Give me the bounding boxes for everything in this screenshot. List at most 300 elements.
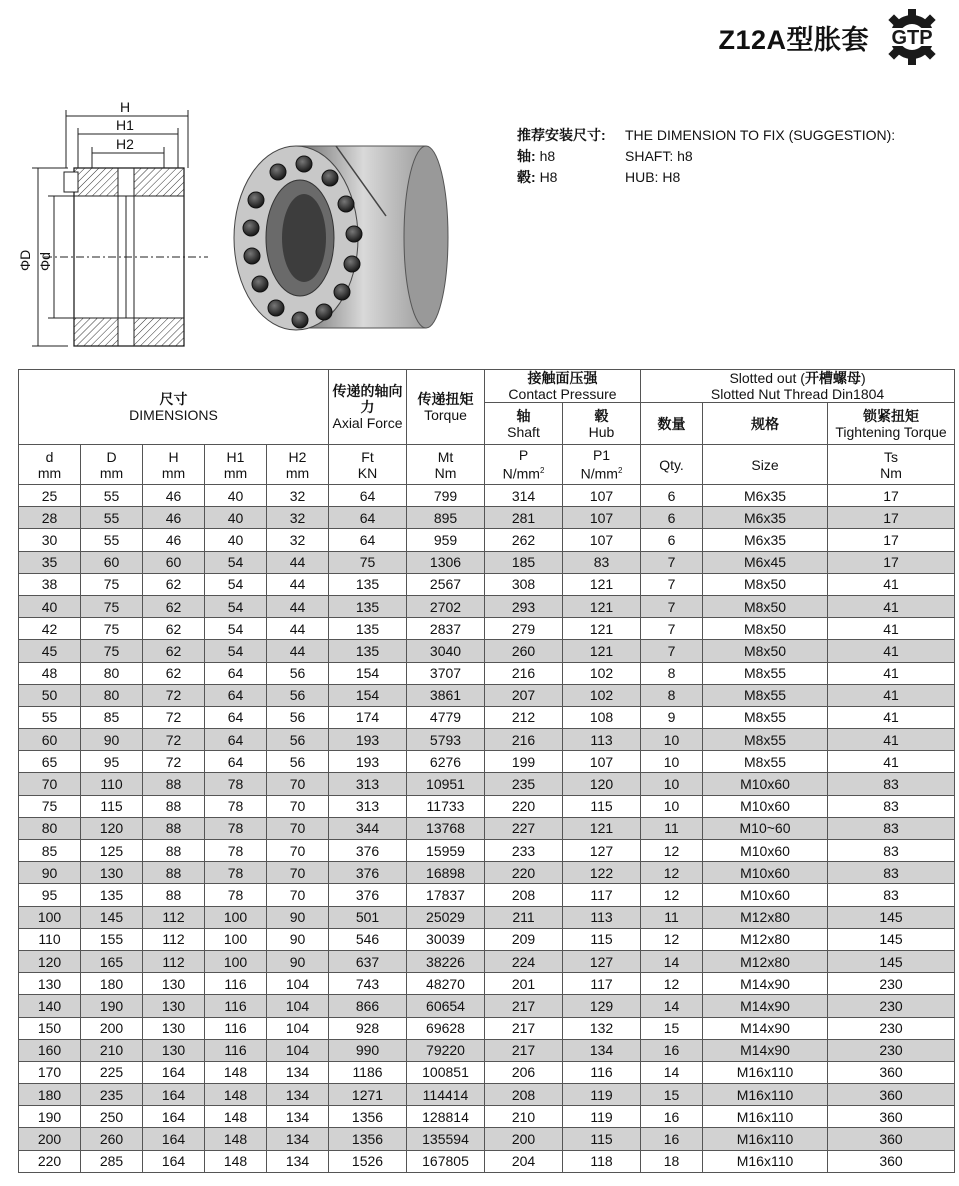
- table-cell: 100: [205, 950, 267, 972]
- table-cell: 130: [143, 1017, 205, 1039]
- table-cell: 17: [828, 551, 955, 573]
- table-row: [19, 928, 955, 950]
- table-cell: 41: [828, 751, 955, 773]
- table-cell: 313: [329, 795, 407, 817]
- fit-row-hub: 毂: H8 HUB: H8: [517, 169, 681, 185]
- table-cell: 64: [329, 507, 407, 529]
- table-cell: M16x110: [703, 1061, 828, 1083]
- table-cell: M8x55: [703, 751, 828, 773]
- table-cell: 83: [828, 817, 955, 839]
- table-cell: 25: [19, 485, 81, 507]
- table-cell: 165: [81, 950, 143, 972]
- header-axial-force: 传递的轴向力 Axial Force: [329, 370, 407, 445]
- unit-cell: H1 mm: [205, 445, 267, 485]
- table-cell: 17: [828, 507, 955, 529]
- table-cell: 75: [81, 618, 143, 640]
- table-cell: 12: [641, 884, 703, 906]
- table-cell: M8x50: [703, 573, 828, 595]
- table-cell: 260: [485, 640, 563, 662]
- table-cell: M12x80: [703, 906, 828, 928]
- table-cell: 7: [641, 573, 703, 595]
- table-cell: 62: [143, 573, 205, 595]
- table-cell: 227: [485, 817, 563, 839]
- table-cell: 11: [641, 817, 703, 839]
- table-cell: 54: [205, 573, 267, 595]
- table-cell: 164: [143, 1106, 205, 1128]
- table-cell: 190: [19, 1106, 81, 1128]
- table-cell: 40: [19, 595, 81, 617]
- table-cell: 104: [267, 995, 329, 1017]
- table-cell: 134: [267, 1106, 329, 1128]
- table-cell: 16: [641, 1128, 703, 1150]
- table-row: [19, 1106, 955, 1128]
- table-cell: 62: [143, 618, 205, 640]
- table-cell: 9: [641, 706, 703, 728]
- table-cell: 200: [485, 1128, 563, 1150]
- table-cell: 90: [267, 928, 329, 950]
- table-cell: 78: [205, 884, 267, 906]
- table-cell: 54: [205, 640, 267, 662]
- table-cell: 70: [267, 817, 329, 839]
- table-cell: 83: [828, 840, 955, 862]
- fit-info: [517, 125, 895, 188]
- table-cell: 866: [329, 995, 407, 1017]
- table-cell: 119: [563, 1084, 641, 1106]
- unit-cell: Size: [703, 445, 828, 485]
- table-cell: 7: [641, 640, 703, 662]
- table-cell: 80: [81, 662, 143, 684]
- table-cell: 116: [205, 973, 267, 995]
- table-cell: 376: [329, 840, 407, 862]
- table-cell: 928: [329, 1017, 407, 1039]
- table-row: [19, 884, 955, 906]
- table-cell: 41: [828, 595, 955, 617]
- table-cell: 250: [81, 1106, 143, 1128]
- table-cell: 113: [563, 729, 641, 751]
- table-cell: 40: [205, 507, 267, 529]
- table-cell: 72: [143, 706, 205, 728]
- table-cell: M8x50: [703, 640, 828, 662]
- table-cell: 60: [143, 551, 205, 573]
- table-row: [19, 1039, 955, 1061]
- table-cell: 360: [828, 1150, 955, 1172]
- table-cell: 56: [267, 751, 329, 773]
- table-cell: M6x35: [703, 507, 828, 529]
- table-cell: 13768: [407, 817, 485, 839]
- table-cell: 148: [205, 1106, 267, 1128]
- table-cell: 121: [563, 595, 641, 617]
- table-cell: 46: [143, 507, 205, 529]
- spec-table-body: [19, 485, 955, 1173]
- table-cell: 293: [485, 595, 563, 617]
- table-cell: 64: [205, 662, 267, 684]
- table-cell: 8: [641, 662, 703, 684]
- table-cell: 208: [485, 1084, 563, 1106]
- table-cell: M10x60: [703, 840, 828, 862]
- table-cell: 154: [329, 662, 407, 684]
- unit-row: [19, 445, 955, 485]
- table-cell: 55: [19, 706, 81, 728]
- table-cell: 211: [485, 906, 563, 928]
- table-cell: 18: [641, 1150, 703, 1172]
- table-cell: 199: [485, 751, 563, 773]
- table-cell: 10: [641, 729, 703, 751]
- table-cell: 260: [81, 1128, 143, 1150]
- table-cell: 107: [563, 507, 641, 529]
- table-cell: 112: [143, 906, 205, 928]
- table-cell: 95: [19, 884, 81, 906]
- table-cell: 70: [267, 862, 329, 884]
- table-cell: 216: [485, 662, 563, 684]
- table-cell: 135: [329, 595, 407, 617]
- table-cell: 154: [329, 684, 407, 706]
- table-cell: 235: [81, 1084, 143, 1106]
- table-row: [19, 485, 955, 507]
- fit-row-title: 推荐安装尺寸: THE DIMENSION TO FIX (SUGGESTION):: [517, 127, 896, 143]
- table-cell: 28: [19, 507, 81, 529]
- table-cell: M8x55: [703, 662, 828, 684]
- table-cell: 11: [641, 906, 703, 928]
- table-cell: 120: [563, 773, 641, 795]
- table-cell: M6x35: [703, 485, 828, 507]
- table-cell: 140: [19, 995, 81, 1017]
- table-row: [19, 950, 955, 972]
- header-torque: 传递扭矩 Torque: [407, 370, 485, 445]
- table-cell: 32: [267, 529, 329, 551]
- table-cell: 3040: [407, 640, 485, 662]
- table-cell: 64: [205, 729, 267, 751]
- table-cell: 75: [81, 640, 143, 662]
- table-row: [19, 773, 955, 795]
- table-cell: 281: [485, 507, 563, 529]
- table-cell: 64: [205, 706, 267, 728]
- table-cell: 16: [641, 1106, 703, 1128]
- table-cell: 121: [563, 573, 641, 595]
- table-cell: 145: [81, 906, 143, 928]
- table-cell: 134: [267, 1084, 329, 1106]
- table-cell: 1356: [329, 1106, 407, 1128]
- table-cell: 118: [563, 1150, 641, 1172]
- table-row: [19, 1128, 955, 1150]
- table-cell: 135594: [407, 1128, 485, 1150]
- table-cell: 121: [563, 640, 641, 662]
- table-cell: 207: [485, 684, 563, 706]
- table-cell: 11733: [407, 795, 485, 817]
- table-cell: 41: [828, 729, 955, 751]
- table-cell: 15: [641, 1017, 703, 1039]
- table-cell: 64: [205, 751, 267, 773]
- table-cell: 56: [267, 662, 329, 684]
- table-cell: 145: [828, 928, 955, 950]
- unit-cell: H2 mm: [267, 445, 329, 485]
- table-cell: 122: [563, 862, 641, 884]
- table-cell: 113: [563, 906, 641, 928]
- table-cell: 95: [81, 751, 143, 773]
- table-cell: 108: [563, 706, 641, 728]
- table-cell: 127: [563, 840, 641, 862]
- table-cell: 3861: [407, 684, 485, 706]
- table-cell: 40: [205, 529, 267, 551]
- label-h: H: [120, 99, 131, 115]
- table-row: [19, 1017, 955, 1039]
- table-cell: 115: [563, 795, 641, 817]
- table-cell: 217: [485, 1039, 563, 1061]
- table-cell: 88: [143, 884, 205, 906]
- table-cell: 69628: [407, 1017, 485, 1039]
- table-cell: 110: [81, 773, 143, 795]
- table-cell: 79220: [407, 1039, 485, 1061]
- table-cell: 120: [19, 950, 81, 972]
- table-row: [19, 729, 955, 751]
- table-row: [19, 706, 955, 728]
- table-cell: 376: [329, 884, 407, 906]
- table-cell: 114414: [407, 1084, 485, 1106]
- table-cell: 78: [205, 862, 267, 884]
- table-row: [19, 618, 955, 640]
- table-cell: 225: [81, 1061, 143, 1083]
- table-cell: 56: [267, 729, 329, 751]
- table-cell: 56: [267, 684, 329, 706]
- table-cell: M16x110: [703, 1106, 828, 1128]
- table-cell: 360: [828, 1061, 955, 1083]
- table-cell: 104: [267, 1039, 329, 1061]
- table-cell: 7: [641, 595, 703, 617]
- table-cell: 85: [81, 706, 143, 728]
- table-cell: 90: [81, 729, 143, 751]
- table-cell: 48270: [407, 973, 485, 995]
- table-row: [19, 995, 955, 1017]
- table-cell: 46: [143, 485, 205, 507]
- table-cell: 75: [19, 795, 81, 817]
- table-cell: 148: [205, 1128, 267, 1150]
- table-cell: 75: [81, 573, 143, 595]
- unit-cell: d mm: [19, 445, 81, 485]
- table-cell: M10x60: [703, 773, 828, 795]
- table-cell: M16x110: [703, 1128, 828, 1150]
- table-cell: 83: [828, 884, 955, 906]
- unit-cell: P $N/mm^2$: [485, 445, 563, 485]
- table-cell: 121: [563, 817, 641, 839]
- table-cell: 209: [485, 928, 563, 950]
- table-cell: 117: [563, 884, 641, 906]
- table-row: [19, 595, 955, 617]
- table-cell: 135: [81, 884, 143, 906]
- table-cell: 80: [19, 817, 81, 839]
- table-cell: 104: [267, 1017, 329, 1039]
- table-cell: 125: [81, 840, 143, 862]
- table-cell: 216: [485, 729, 563, 751]
- table-cell: 100851: [407, 1061, 485, 1083]
- table-cell: 10: [641, 795, 703, 817]
- table-cell: 25029: [407, 906, 485, 928]
- table-cell: 48: [19, 662, 81, 684]
- table-cell: 64: [329, 485, 407, 507]
- table-cell: 12: [641, 973, 703, 995]
- table-cell: 128814: [407, 1106, 485, 1128]
- table-cell: 107: [563, 529, 641, 551]
- table-cell: 2567: [407, 573, 485, 595]
- table-cell: 90: [19, 862, 81, 884]
- table-cell: 637: [329, 950, 407, 972]
- table-cell: 90: [267, 950, 329, 972]
- table-cell: 10951: [407, 773, 485, 795]
- table-cell: 30039: [407, 928, 485, 950]
- table-cell: 116: [205, 995, 267, 1017]
- table-cell: 41: [828, 573, 955, 595]
- table-cell: M8x55: [703, 729, 828, 751]
- table-cell: 72: [143, 684, 205, 706]
- table-cell: 64: [329, 529, 407, 551]
- table-row: [19, 795, 955, 817]
- table-row: [19, 662, 955, 684]
- table-cell: 130: [81, 862, 143, 884]
- table-cell: M10~60: [703, 817, 828, 839]
- table-cell: 38: [19, 573, 81, 595]
- table-cell: 64: [205, 684, 267, 706]
- table-cell: 150: [19, 1017, 81, 1039]
- table-cell: 54: [205, 551, 267, 573]
- table-cell: 193: [329, 729, 407, 751]
- table-cell: 134: [267, 1061, 329, 1083]
- table-row: [19, 973, 955, 995]
- locking-assembly-illustration: [226, 128, 466, 348]
- table-cell: 308: [485, 573, 563, 595]
- table-cell: 148: [205, 1061, 267, 1083]
- table-cell: M6x45: [703, 551, 828, 573]
- table-cell: 38226: [407, 950, 485, 972]
- table-cell: M8x55: [703, 684, 828, 706]
- table-cell: 115: [563, 928, 641, 950]
- table-cell: 135: [329, 640, 407, 662]
- table-cell: 62: [143, 595, 205, 617]
- table-cell: 262: [485, 529, 563, 551]
- table-cell: 174: [329, 706, 407, 728]
- table-cell: 220: [485, 795, 563, 817]
- table-cell: 895: [407, 507, 485, 529]
- table-cell: 1356: [329, 1128, 407, 1150]
- table-cell: 206: [485, 1061, 563, 1083]
- unit-cell: Ts Nm: [828, 445, 955, 485]
- table-cell: 14: [641, 1061, 703, 1083]
- table-cell: 56: [267, 706, 329, 728]
- table-cell: 54: [205, 595, 267, 617]
- table-cell: 180: [81, 973, 143, 995]
- table-cell: 55: [81, 485, 143, 507]
- table-cell: 102: [563, 684, 641, 706]
- table-cell: 200: [81, 1017, 143, 1039]
- label-phi-d-outer: ΦD: [17, 249, 33, 271]
- table-row: [19, 684, 955, 706]
- table-cell: 41: [828, 706, 955, 728]
- table-cell: 40: [205, 485, 267, 507]
- table-cell: 3707: [407, 662, 485, 684]
- table-cell: 100: [205, 906, 267, 928]
- table-cell: 6: [641, 485, 703, 507]
- table-row: [19, 840, 955, 862]
- table-cell: 120: [81, 817, 143, 839]
- table-cell: 70: [19, 773, 81, 795]
- table-cell: 148: [205, 1084, 267, 1106]
- table-cell: 100: [205, 928, 267, 950]
- table-cell: 15: [641, 1084, 703, 1106]
- table-cell: 233: [485, 840, 563, 862]
- table-cell: 78: [205, 817, 267, 839]
- table-cell: 130: [143, 995, 205, 1017]
- table-cell: M14x90: [703, 1017, 828, 1039]
- table-cell: 130: [143, 1039, 205, 1061]
- table-cell: 117: [563, 973, 641, 995]
- table-cell: 185: [485, 551, 563, 573]
- header-size: 规格: [703, 403, 828, 445]
- logo-text: GTP: [891, 27, 933, 49]
- table-cell: 148: [205, 1150, 267, 1172]
- table-cell: 210: [485, 1106, 563, 1128]
- header-contact-pressure: 接触面压强 Contact Pressure: [485, 370, 641, 403]
- table-cell: 72: [143, 729, 205, 751]
- table-row: [19, 529, 955, 551]
- table-cell: 107: [563, 485, 641, 507]
- table-cell: 135: [329, 618, 407, 640]
- table-cell: 42: [19, 618, 81, 640]
- header-slotted-nut: Slotted out (开槽螺母) Slotted Nut Thread Din1804: [641, 370, 955, 403]
- table-row: [19, 1084, 955, 1106]
- table-cell: 44: [267, 551, 329, 573]
- table-cell: 32: [267, 485, 329, 507]
- table-cell: 70: [267, 773, 329, 795]
- table-cell: M10x60: [703, 884, 828, 906]
- table-cell: 60654: [407, 995, 485, 1017]
- table-cell: 85: [19, 840, 81, 862]
- table-cell: 54: [205, 618, 267, 640]
- table-cell: 70: [267, 884, 329, 906]
- table-cell: 16: [641, 1039, 703, 1061]
- table-cell: 112: [143, 950, 205, 972]
- table-cell: 546: [329, 928, 407, 950]
- table-cell: 130: [143, 973, 205, 995]
- table-cell: M14x90: [703, 1039, 828, 1061]
- table-row: [19, 1061, 955, 1083]
- header-qty: 数量: [641, 403, 703, 445]
- table-cell: 285: [81, 1150, 143, 1172]
- table-cell: 743: [329, 973, 407, 995]
- table-cell: 135: [329, 573, 407, 595]
- table-cell: 115: [81, 795, 143, 817]
- table-cell: 959: [407, 529, 485, 551]
- table-row: [19, 817, 955, 839]
- table-cell: 41: [828, 618, 955, 640]
- table-cell: 78: [205, 795, 267, 817]
- fit-row-shaft: 轴: h8 SHAFT: h8: [517, 148, 693, 164]
- table-row: [19, 640, 955, 662]
- table-cell: 50: [19, 684, 81, 706]
- header-shaft: 轴 Shaft: [485, 403, 563, 445]
- label-h1: H1: [116, 117, 134, 133]
- table-cell: 72: [143, 751, 205, 773]
- table-cell: 279: [485, 618, 563, 640]
- table-cell: 46: [143, 529, 205, 551]
- table-cell: 313: [329, 773, 407, 795]
- table-cell: 129: [563, 995, 641, 1017]
- table-cell: 201: [485, 973, 563, 995]
- table-cell: 134: [563, 1039, 641, 1061]
- table-cell: 990: [329, 1039, 407, 1061]
- table-cell: 88: [143, 840, 205, 862]
- table-cell: 164: [143, 1061, 205, 1083]
- table-cell: 83: [828, 773, 955, 795]
- table-cell: 41: [828, 684, 955, 706]
- table-cell: 160: [19, 1039, 81, 1061]
- label-h2: H2: [116, 136, 134, 152]
